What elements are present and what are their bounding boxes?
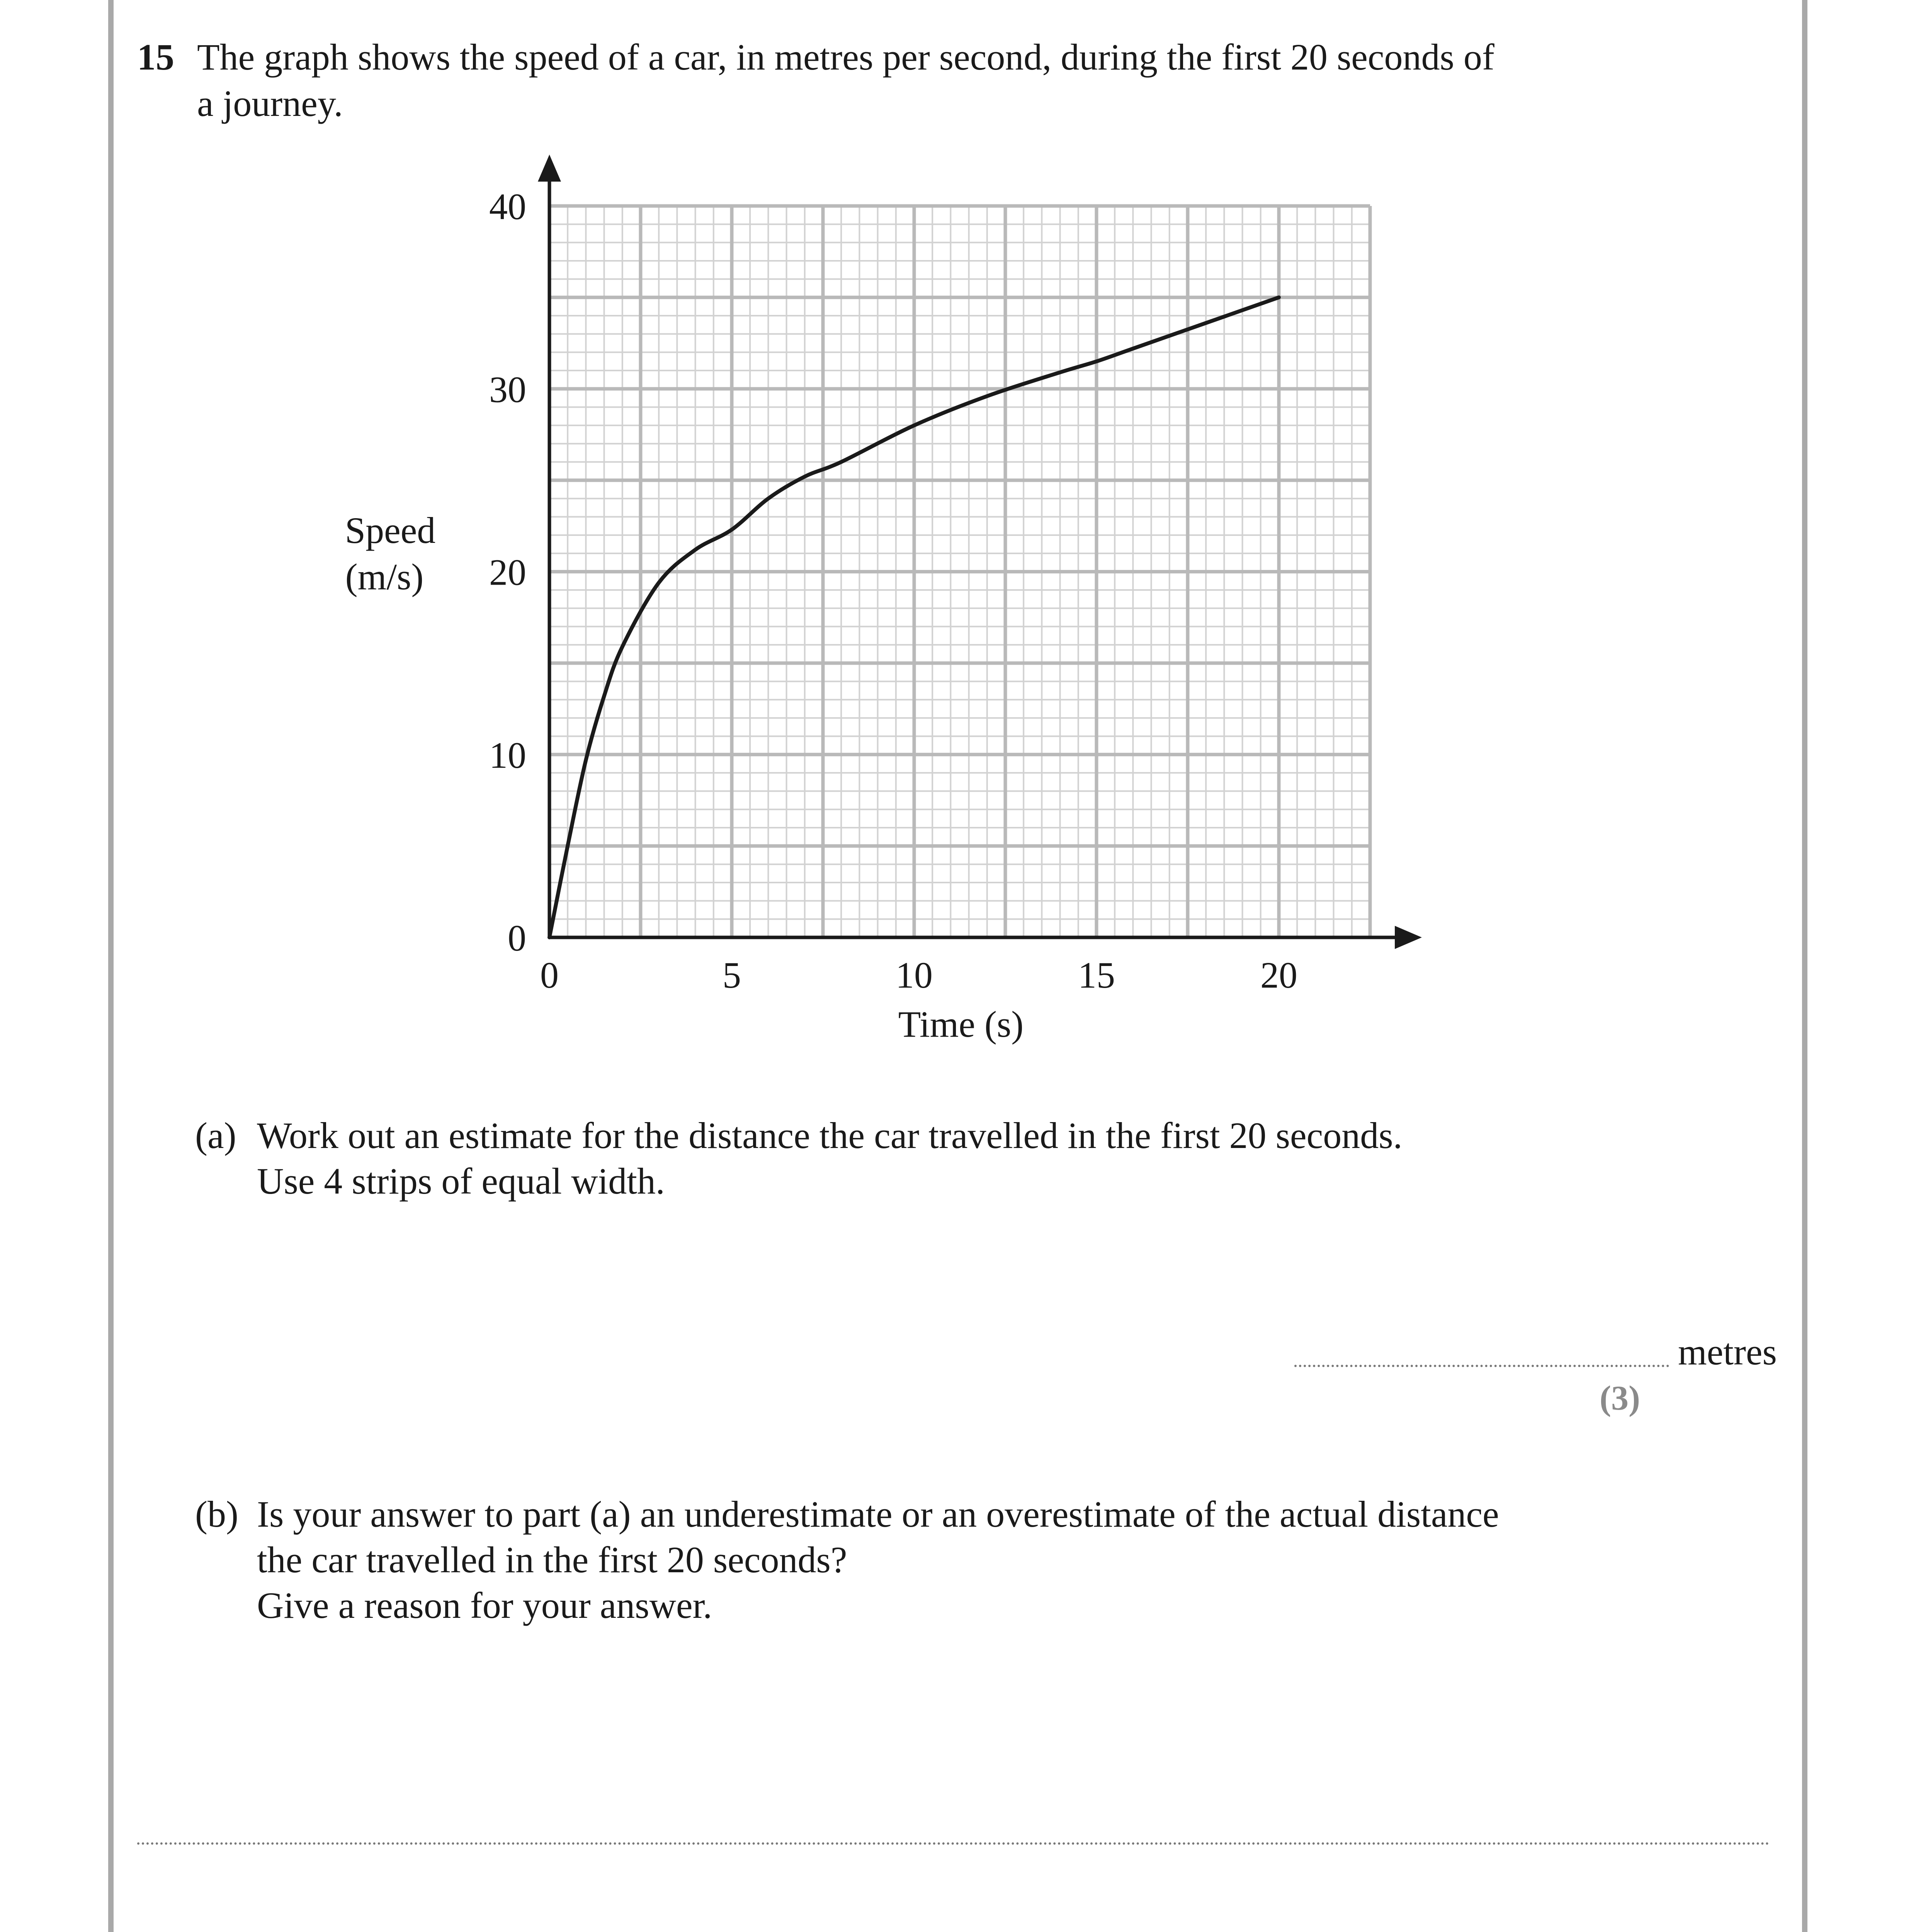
answer-line-a[interactable] — [1294, 1365, 1669, 1367]
x-tick-label: 5 — [723, 954, 741, 996]
tick-labels — [489, 186, 1297, 996]
part-a-line-1: Work out an estimate for the distance the car travelled in the first 20 seconds. — [257, 1115, 1403, 1156]
part-b-line-3: Give a reason for your answer. — [257, 1585, 712, 1626]
y-tick-label: 10 — [489, 734, 526, 776]
part-a-label: (a) — [195, 1115, 236, 1156]
y-tick-label: 20 — [489, 551, 526, 593]
part-a-line-2: Use 4 strips of equal width. — [257, 1160, 665, 1202]
x-axis-arrow — [1395, 926, 1422, 949]
y-axis-label-line-2: (m/s) — [345, 556, 424, 597]
question-number: 15 — [137, 36, 174, 78]
y-axis-label-line-1: Speed — [345, 510, 436, 551]
answer-line-b-1[interactable] — [137, 1842, 1770, 1845]
answer-unit-metres: metres — [1678, 1331, 1777, 1372]
y-tick-label: 40 — [489, 186, 526, 227]
y-tick-label: 30 — [489, 369, 526, 410]
part-a-text — [257, 1113, 1686, 1204]
x-tick-label: 0 — [540, 954, 559, 996]
x-tick-label: 10 — [896, 954, 933, 996]
y-axis-arrow — [538, 155, 561, 182]
y-tick-label: 0 — [508, 917, 526, 959]
part-b-label: (b) — [195, 1493, 238, 1535]
x-axis-label: Time (s) — [898, 1003, 1024, 1045]
part-b-line-1: Is your answer to part (a) an underestimate or an overestimate of the actual distance — [257, 1493, 1499, 1535]
marks-part-a: (3) — [1600, 1379, 1640, 1417]
question-text-line-1: The graph shows the speed of a car, in metres per second, during the first 20 seconds of — [197, 36, 1494, 78]
axes — [538, 155, 1422, 949]
part-b-line-2: the car travelled in the first 20 seconds? — [257, 1539, 847, 1580]
x-tick-label: 15 — [1078, 954, 1115, 996]
x-tick-label: 20 — [1260, 954, 1297, 996]
part-b-text — [257, 1492, 1686, 1628]
question-text-line-2: a journey. — [197, 83, 343, 124]
